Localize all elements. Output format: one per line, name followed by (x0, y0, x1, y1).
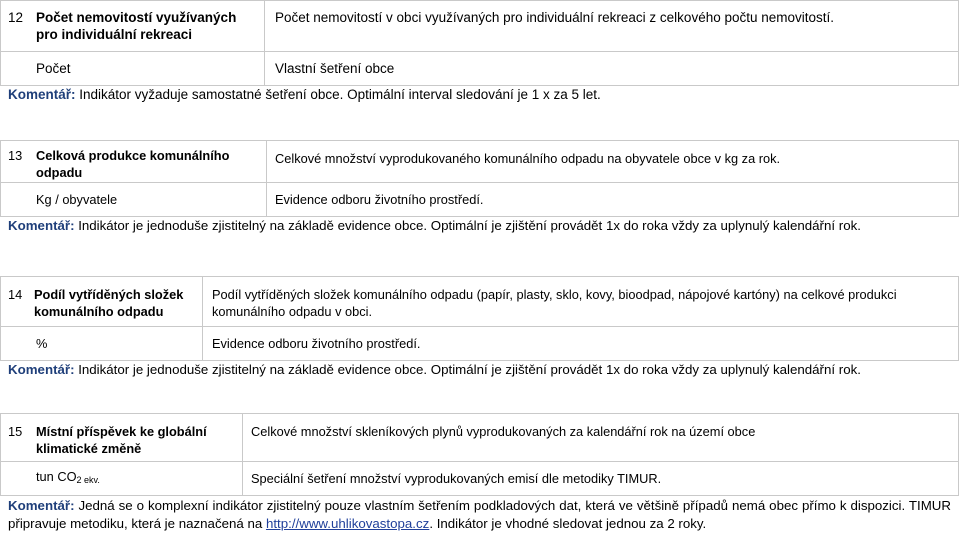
indicator-definition: Počet nemovitostí v obci využívaných pro individuální rekreaci z celkového počtu nemovitostí. (265, 1, 959, 52)
indicator-source: Evidence odboru životního prostředí. (267, 183, 959, 217)
unit-main: tun CO (36, 469, 77, 484)
indicator-definition: Celkové množství skleníkových plynů vyprodukovaných za kalendářní rok na území obce (243, 414, 959, 462)
indicator-number: 14 (8, 287, 23, 302)
indicator-number: 13 (8, 148, 23, 163)
indicator-definition: Celkové množství vyprodukovaného komunálního odpadu na obyvatele obce v kg za rok. (267, 141, 959, 183)
indicator-13 (0, 140, 959, 234)
indicator-comment (0, 217, 959, 234)
indicator-12 (0, 0, 959, 103)
indicator-comment (0, 361, 959, 378)
comment-text: Indikátor vyžaduje samostatné šetření obce. Optimální interval sledování je 1 x za 5 let. (75, 87, 601, 102)
indicator-name-cell (1, 141, 267, 183)
indicator-name: Celková produkce komunálního odpadu (36, 148, 230, 180)
indicator-number: 15 (8, 424, 23, 439)
comment-label: Komentář: (8, 87, 76, 102)
indicator-name-cell (1, 1, 265, 52)
indicator-name-cell (1, 414, 243, 462)
indicator-definition: Podíl vytříděných složek komunálního odpadu (papír, plasty, sklo, kovy, bioodpad, nápojové kartóny) na celkové produkci komunálního odpadu v obci. (203, 277, 959, 327)
comment-text-end: . Indikátor je vhodné sledovat jednou za 2 roky. (429, 516, 707, 531)
indicator-unit: Kg / obyvatele (1, 183, 267, 217)
indicator-source: Vlastní šetření obce (265, 52, 959, 86)
indicator-unit (1, 462, 243, 496)
indicator-name: Počet nemovitostí využívaných pro individuální rekreaci (36, 10, 237, 42)
indicator-unit: Počet (1, 52, 265, 86)
indicator-15 (0, 413, 959, 533)
indicator-name: Podíl vytříděných složek komunálního odpadu (34, 287, 184, 319)
uhlikova-stopa-link[interactable]: http://www.uhlikovastopa.cz (265, 516, 430, 531)
indicator-comment (0, 496, 959, 533)
comment-text: Indikátor je jednoduše zjistitelný na základě evidence obce. Optimální je zjištění provádět 1x do roka vždy za uplynulý kalendářní rok. (74, 362, 861, 377)
indicator-source: Speciální šetření množství vyprodukovaných emisí dle metodiky TIMUR. (243, 462, 959, 496)
unit-subscript: 2 ekv. (76, 475, 100, 485)
indicator-source: Evidence odboru životního prostředí. (203, 327, 959, 361)
indicator-name: Místní příspěvek ke globální klimatické změně (36, 424, 207, 456)
indicator-number: 12 (8, 10, 24, 25)
comment-text: Jedná se o komplexní indikátor zjistitelný pouze vlastním šetřením podkladových dat, která ve většině případů nemá obec přímo k dispozici. TIMUR připravuje metodiku, která je naznačená na (8, 498, 951, 531)
comment-label: Komentář: (8, 498, 75, 513)
indicator-name-cell (1, 277, 203, 327)
indicator-comment (0, 86, 959, 103)
comment-label: Komentář: (8, 218, 75, 233)
comment-label: Komentář: (8, 362, 75, 377)
indicator-14 (0, 276, 959, 378)
comment-text: Indikátor je jednoduše zjistitelný na základě evidence obce. Optimální je zjištění provádět 1x do roka vždy za uplynulý kalendářní rok. (74, 218, 861, 233)
indicator-unit: % (1, 327, 203, 361)
